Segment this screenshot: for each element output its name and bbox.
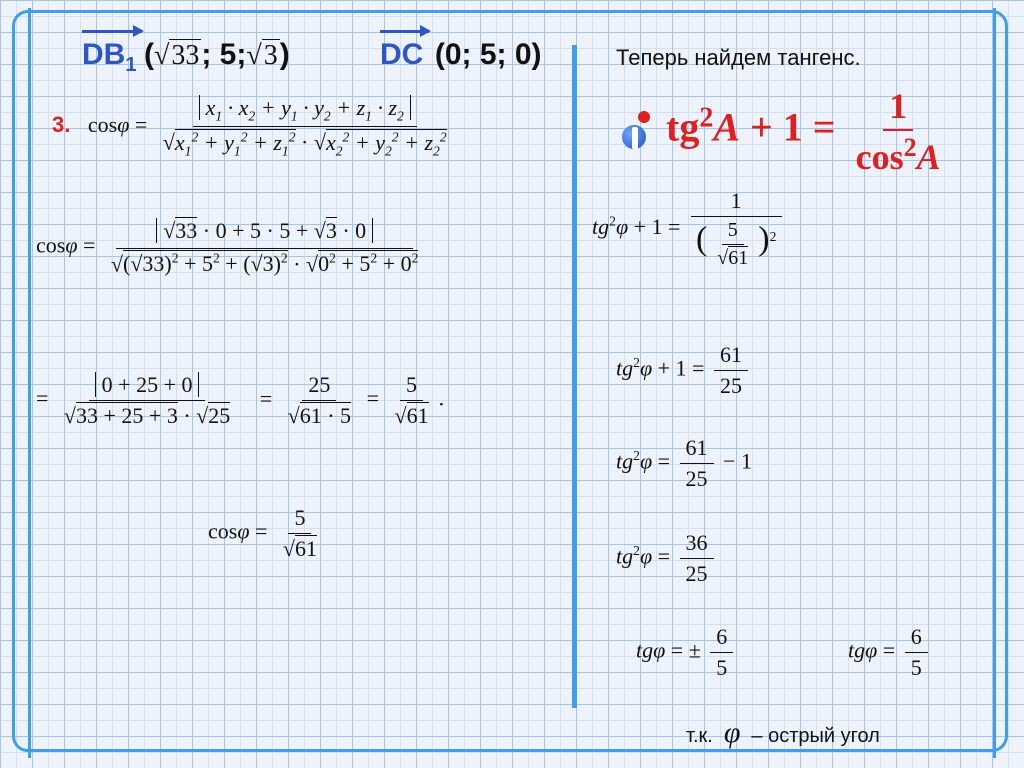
phi-symbol: φ (723, 716, 741, 749)
db1-separator: ; 5; (201, 38, 247, 71)
identity-fraction: $\frac{1}{\cos^2A}$ (855, 86, 941, 177)
vector-dc (380, 38, 542, 72)
sqrt-3: √3 (246, 40, 278, 71)
vector-dc-label: DC (380, 38, 423, 72)
tan-step-4: $tg^2\varphi$ = $\frac{36}{25}$ (616, 530, 718, 587)
heading-tangent: Теперь найдем тангенс. (616, 45, 861, 70)
trig-identity: $tg^2A + 1$ = $\frac{1}{\cos^2A}$ (614, 85, 951, 178)
info-icon (614, 111, 656, 153)
tan-result: tgφ = $\frac{6}{5}$ (848, 624, 932, 681)
general-fraction: $\frac{x_1 \cdot x_2 + y_1 \cdot y_2 + z_1 \cdot z_2}{√x_1^2 + y_1^2 + z_1^2 \cdot √x_2^2 + y_2^2 + z_2^2}$ (162, 95, 447, 159)
vector-arrow-icon (380, 30, 429, 33)
open-paren: ( (143, 38, 154, 71)
dc-coords: (0; 5; 0) (434, 38, 542, 71)
substituted-fraction: $\frac{√33 \cdot 0 + 5 \cdot 5 + √3 \cdot 0}{√(√33)^2 + 5^2 + (√3)^2 \cdot √0^2 + 5^2 + 0^2}$ (110, 218, 419, 277)
sqrt-33: √33 (153, 40, 200, 71)
simplify-fraction-3: $\frac{5}{√61}$ (394, 372, 429, 428)
cos-result: cosφ = $\frac{5}{√61}$ (208, 505, 327, 562)
tan-step-1-fraction: 1 ( $\frac{5}{√61}$ )$^2$ (690, 188, 782, 270)
cos-formula-general: 3. cosφ = $\frac{x_1 \cdot x_2 + y_1 \cdot y_2 + z_1 \cdot z_2}{√x_1^2 + y_1^2 + z_1^2 \cdot √x_2^2 + y_2^2 + z_2^2}$ (52, 95, 457, 159)
tan-step-1: $tg^2\varphi + 1$ = 1 ( $\frac{5}{√61}$ )$^2$ (592, 188, 786, 270)
acute-angle-note (686, 716, 880, 750)
tan-step-2: $tg^2\varphi + 1$ = $\frac{61}{25}$ (616, 342, 752, 399)
tan-step-5: tgφ = ± $\frac{6}{5}$ (636, 624, 737, 681)
vector-db1-label: $DB_1$ (82, 38, 136, 77)
simplify-fraction-2: $\frac{25}{√61 \cdot 5}$ (287, 372, 352, 428)
tan-step-3: $tg^2\varphi$ = $\frac{61}{25}$ − 1 (616, 435, 752, 491)
simplify-fraction-1: $\frac{0 + 25 + 0}{√33 + 25 + 3 \cdot √25}$ (63, 372, 231, 428)
vector-db1 (82, 38, 290, 77)
close-paren: ) (279, 38, 290, 71)
step-number: 3. (52, 112, 71, 138)
column-divider (572, 45, 577, 708)
cos-simplification: = $\frac{0 + 25 + 0}{√33 + 25 + 3 \cdot √25}$ = $\frac{25}{√61 \cdot 5}$ = $\frac{5}{√61}$ . (36, 372, 445, 428)
cos-formula-substituted: cosφ = $\frac{√33 \cdot 0 + 5 \cdot 5 + √3 \cdot 0}{√(√33)^2 + 5^2 + (√3)^2 \cdot √0^2 + 5^2 + 0^2}$ (36, 218, 428, 277)
tk-label: т.к. (686, 725, 713, 747)
cos-result-fraction: $\frac{5}{√61}$ (282, 505, 317, 561)
vector-arrow-icon (82, 30, 142, 33)
acute-text: – острый угол (751, 725, 880, 747)
